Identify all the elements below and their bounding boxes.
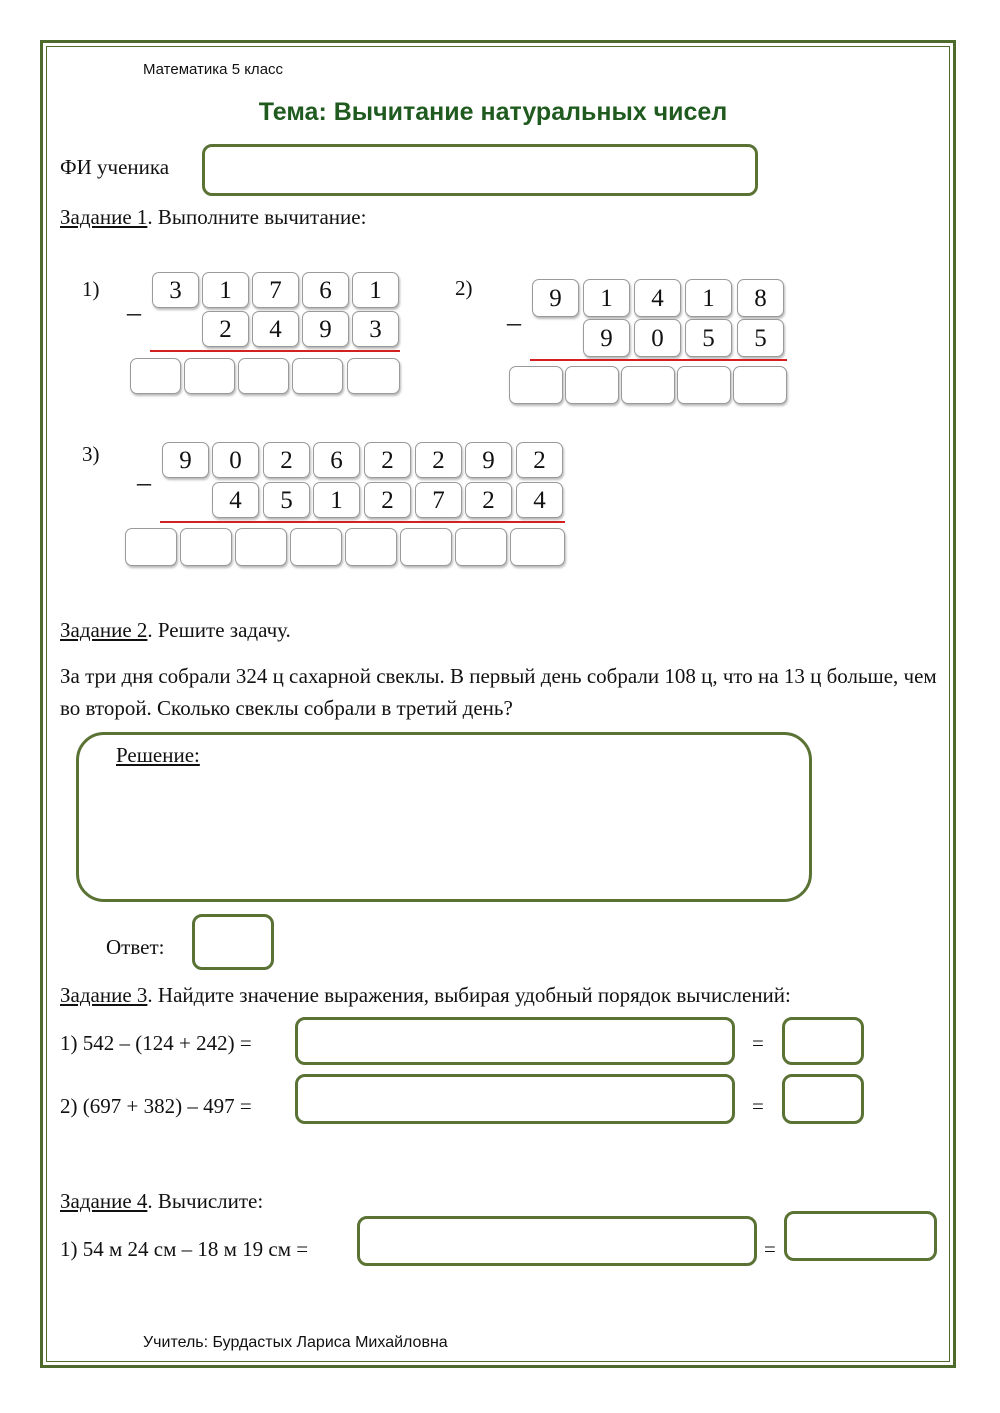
problem-1-minuend-digit: 7 (252, 272, 299, 308)
problem-1-answer-cell[interactable] (184, 358, 235, 394)
problem-3-answer-cell[interactable] (290, 528, 342, 566)
problem-2-subtrahend-digit: 5 (737, 319, 784, 357)
task1-text: . Выполните вычитание: (147, 205, 367, 229)
task1-heading-line (60, 205, 366, 230)
task3-expression-1: 1) 542 – (124 + 242) = (60, 1031, 252, 1055)
student-name-input[interactable] (202, 144, 758, 196)
task3-work-input-1[interactable] (295, 1017, 735, 1065)
problem-1-subtrahend-digit: 9 (302, 311, 349, 347)
task3-heading: Задание 3 (60, 983, 148, 1007)
task4-text: . Вычислите: (147, 1189, 264, 1213)
problem-2-subtrahend-digit: 0 (634, 319, 681, 357)
problem-3-answer-cell[interactable] (125, 528, 177, 566)
problem-1-minuend-digit: 3 (152, 272, 199, 308)
subject-label: Математика 5 класс (143, 61, 284, 78)
problem-3-answer-cell[interactable] (345, 528, 397, 566)
task4-equals-1: = (764, 1237, 776, 1261)
problem-2-minuend-digit: 4 (634, 279, 681, 317)
task2-heading: Задание 2 (60, 618, 148, 642)
task3-work-input-2[interactable] (295, 1074, 735, 1124)
teacher-credit: Учитель: Бурдастых Лариса Михайловна (143, 1334, 448, 1351)
problem-3-minuend-digit: 9 (162, 442, 209, 478)
problem-2-subtrahend-digit: 9 (583, 319, 630, 357)
problem-3-underline (160, 521, 565, 523)
problem-3-minus-sign: _ (137, 458, 151, 489)
problem-2-number: 2) (455, 276, 473, 300)
problem-2-underline (530, 359, 787, 361)
problem-1-number: 1) (82, 277, 100, 301)
task3-heading-line (60, 983, 791, 1008)
problem-3-subtrahend-digit: 5 (263, 482, 310, 518)
problem-1-minuend-digit: 1 (202, 272, 249, 308)
task1-heading: Задание 1 (60, 205, 148, 229)
answer-input[interactable] (192, 914, 274, 970)
task2-text: . Решите задачу. (147, 618, 291, 642)
task2-heading-line (60, 618, 291, 643)
problem-3-subtrahend-digit: 2 (364, 482, 411, 518)
solution-label: Решение: (116, 743, 200, 767)
problem-1-minuend-digit: 6 (302, 272, 349, 308)
problem-2-subtrahend-digit: 5 (685, 319, 732, 357)
task2-problem-text: За три дня собрали 324 ц сахарной свеклы. В первый день собрали 108 ц, что на 13 ц больше, чем во второй. Сколько свеклы собрали в третий день? (60, 664, 937, 720)
problem-2-minus-sign: _ (507, 298, 521, 329)
problem-2-answer-cell[interactable] (733, 366, 787, 404)
task3-result-input-2[interactable] (782, 1074, 864, 1124)
task3-expression-2: 2) (697 + 382) – 497 = (60, 1094, 252, 1118)
task3-text: . Найдите значение выражения, выбирая удобный порядок вычислений: (147, 983, 791, 1007)
task4-heading: Задание 4 (60, 1189, 148, 1213)
task4-heading-line (60, 1189, 263, 1214)
page-title: Тема: Вычитание натуральных чисел (258, 98, 728, 126)
answer-label: Ответ: (106, 935, 165, 959)
problem-3-minuend-digit: 9 (465, 442, 512, 478)
problem-2-answer-cell[interactable] (621, 366, 675, 404)
problem-3-subtrahend-digit: 4 (212, 482, 259, 518)
problem-1-minus-sign: _ (127, 288, 141, 319)
problem-1-answer-cell[interactable] (238, 358, 289, 394)
problem-3-number: 3) (82, 442, 100, 466)
problem-2-minuend-digit: 1 (583, 279, 630, 317)
problem-3-subtrahend-digit: 2 (465, 482, 512, 518)
problem-1-minuend-digit: 1 (352, 272, 399, 308)
problem-3-subtrahend-digit: 4 (516, 482, 563, 518)
problem-1-underline (150, 350, 400, 352)
problem-3-minuend-digit: 2 (364, 442, 411, 478)
problem-3-answer-cell[interactable] (235, 528, 287, 566)
problem-2-answer-cell[interactable] (565, 366, 619, 404)
problem-1-subtrahend-digit: 3 (352, 311, 399, 347)
problem-3-minuend-digit: 2 (415, 442, 462, 478)
task3-equals-1: = (752, 1031, 764, 1055)
problem-3-answer-cell[interactable] (510, 528, 565, 566)
problem-1-subtrahend-digit: 2 (202, 311, 249, 347)
problem-2-answer-cell[interactable] (509, 366, 563, 404)
task3-result-input-1[interactable] (782, 1017, 864, 1065)
problem-1-answer-cell[interactable] (292, 358, 343, 394)
problem-3-answer-cell[interactable] (400, 528, 452, 566)
problem-2-minuend-digit: 8 (737, 279, 784, 317)
problem-3-minuend-digit: 0 (212, 442, 259, 478)
problem-3-answer-cell[interactable] (455, 528, 507, 566)
problem-1-subtrahend-digit: 4 (252, 311, 299, 347)
problem-3-subtrahend-digit: 1 (313, 482, 360, 518)
problem-2-answer-cell[interactable] (677, 366, 731, 404)
student-name-label: ФИ ученика (60, 155, 170, 179)
problem-3-minuend-digit: 6 (313, 442, 360, 478)
task4-work-input-1[interactable] (357, 1216, 757, 1266)
problem-1-answer-cell[interactable] (347, 358, 400, 394)
task4-result-input-1[interactable] (784, 1211, 937, 1261)
task4-expression-1: 1) 54 м 24 см – 18 м 19 см = (60, 1237, 309, 1261)
problem-3-minuend-digit: 2 (263, 442, 310, 478)
problem-3-minuend-digit: 2 (516, 442, 563, 478)
problem-3-subtrahend-digit: 7 (415, 482, 462, 518)
problem-3-answer-cell[interactable] (180, 528, 232, 566)
problem-2-minuend-digit: 9 (532, 279, 579, 317)
task3-equals-2: = (752, 1094, 764, 1118)
problem-1-answer-cell[interactable] (130, 358, 181, 394)
problem-2-minuend-digit: 1 (685, 279, 732, 317)
